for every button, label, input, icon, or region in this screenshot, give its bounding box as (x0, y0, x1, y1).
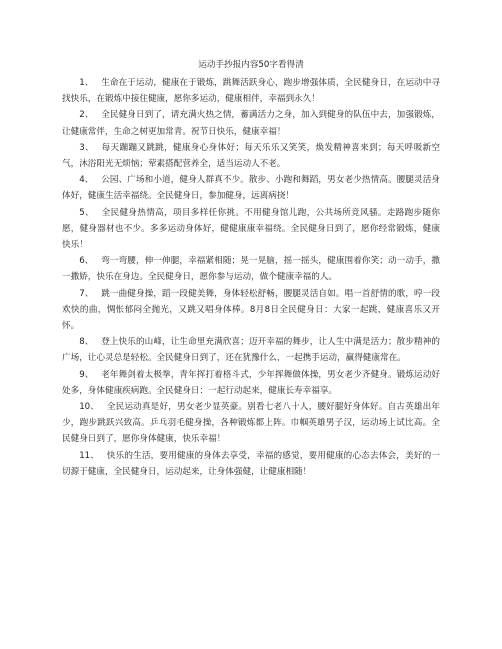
paragraph-text: 全民健身日到了，请充满火热之情，蓄满活力之身，加入到健身的队伍中去，加强锻炼，让健康常伴，生命之树更加常青。祝节日快乐，健康幸福！ (62, 110, 440, 137)
paragraph-text: 全民运动真是好，男女老少显英豪。别看七老八十人，腰好腿好身体好。自古英雄出年少，跑步跳跃兴致高。乒乓羽毛健身操，各种锻炼都上阵。巾帼英雄男子汉，运动场上试比高。全民健身日到了，愿你身体健康，快乐幸福！ (62, 402, 440, 445)
paragraph (62, 253, 440, 285)
paragraph-number: 2、 (79, 110, 94, 121)
paragraph (62, 107, 440, 139)
paragraph (62, 172, 440, 204)
paragraph-number: 6、 (79, 256, 94, 267)
paragraph (62, 286, 440, 335)
paragraph (62, 75, 440, 107)
paragraph (62, 140, 440, 172)
paragraph-number: 11、 (79, 450, 100, 461)
paragraph-text: 公园、广场和小道，健身人群真不少。散步、小跑和舞蹈，男女老少热情高。腰腿灵活身体好，健康生活幸福绕。全民健身日，参加健身，远离病挠！ (62, 175, 440, 202)
paragraph-number: 10、 (79, 402, 100, 413)
paragraph-text: 快乐的生活，要用健康的身体去享受，幸福的感觉，要用健康的心态去体会，美好的一切源于健康，全民健身日，运动起来，让身体强健，让健康相随！ (62, 450, 440, 477)
paragraph (62, 448, 440, 480)
paragraph (62, 399, 440, 448)
paragraph-text: 生命在于运动，健康在于锻炼，跳舞活跃身心，跑步增强体质，全民健身日，在运动中寻找快乐，在锻炼中接住健康，愿你多运动，健康相伴，幸福到永久！ (62, 78, 440, 105)
paragraph (62, 205, 440, 254)
paragraph-text: 登上快乐的山峰，让生命里充满欣喜；迈开幸福的舞步，让人生中满是活力；散步精神的广场，让心灵总是轻松。全民健身日到了，还在犹豫什么，一起携手运动，赢得健康常在。 (62, 337, 440, 364)
paragraph-number: 5、 (79, 207, 94, 218)
paragraph-text: 老年舞剑着太极拳，青年挥打着格斗式，少年挥舞做体操，男女老少齐健身。锻炼运动好处多，身体健康疾病跑。全民健身日：一起行动起来，健康长寿幸福享。 (62, 369, 440, 396)
paragraph-number: 8、 (79, 337, 94, 348)
paragraph (62, 334, 440, 366)
paragraph (62, 367, 440, 399)
paragraph-list (62, 75, 440, 480)
paragraph-text: 全民健身热情高，项目多样任你挑。不用健身馆儿跑，公共场所竞风骚。走路跑步随你愿，健身器材也不少。多多运动身体好，健健康康幸福绕。全民健身日到了，愿你经常锻炼，健康快乐！ (62, 207, 440, 251)
paragraph-number: 1、 (79, 78, 94, 88)
document-page (62, 59, 440, 480)
paragraph-number: 3、 (79, 142, 94, 153)
paragraph-number: 9、 (79, 369, 94, 380)
paragraph-text: 跳一曲健身操，蹈一段健美舞，身体轻松舒畅，腰腿灵活自如。唱一首舒情的歌，哼一段欢快的曲，惆怅郁闷全抛光，又跳又唱身体棒。8月8日全民健身日：大家一起跳，健康喜乐又开怀。 (62, 288, 440, 332)
paragraph-text: 弯一弯腰，伸一伸腿，幸福紧相随；晃一晃脑，摇一摇头，健康围着你笑；动一动手，撒一撒娇，快乐在身边。全民健身日，愿你参与运动，做个健康幸福的人。 (62, 256, 440, 283)
paragraph-text: 每天蹦蹦又跳跳，健康身心身体好；每天乐乐又笑笑，焕发精神喜来到；每天呼吸新空气，沐浴阳光无烦恼；荤素搭配营养全，适当运动人不老。 (62, 142, 440, 170)
paragraph-number: 4、 (79, 175, 94, 186)
paragraph-number: 7、 (79, 288, 94, 299)
document-title: 运动手抄报内容50字看得清 (198, 60, 304, 70)
